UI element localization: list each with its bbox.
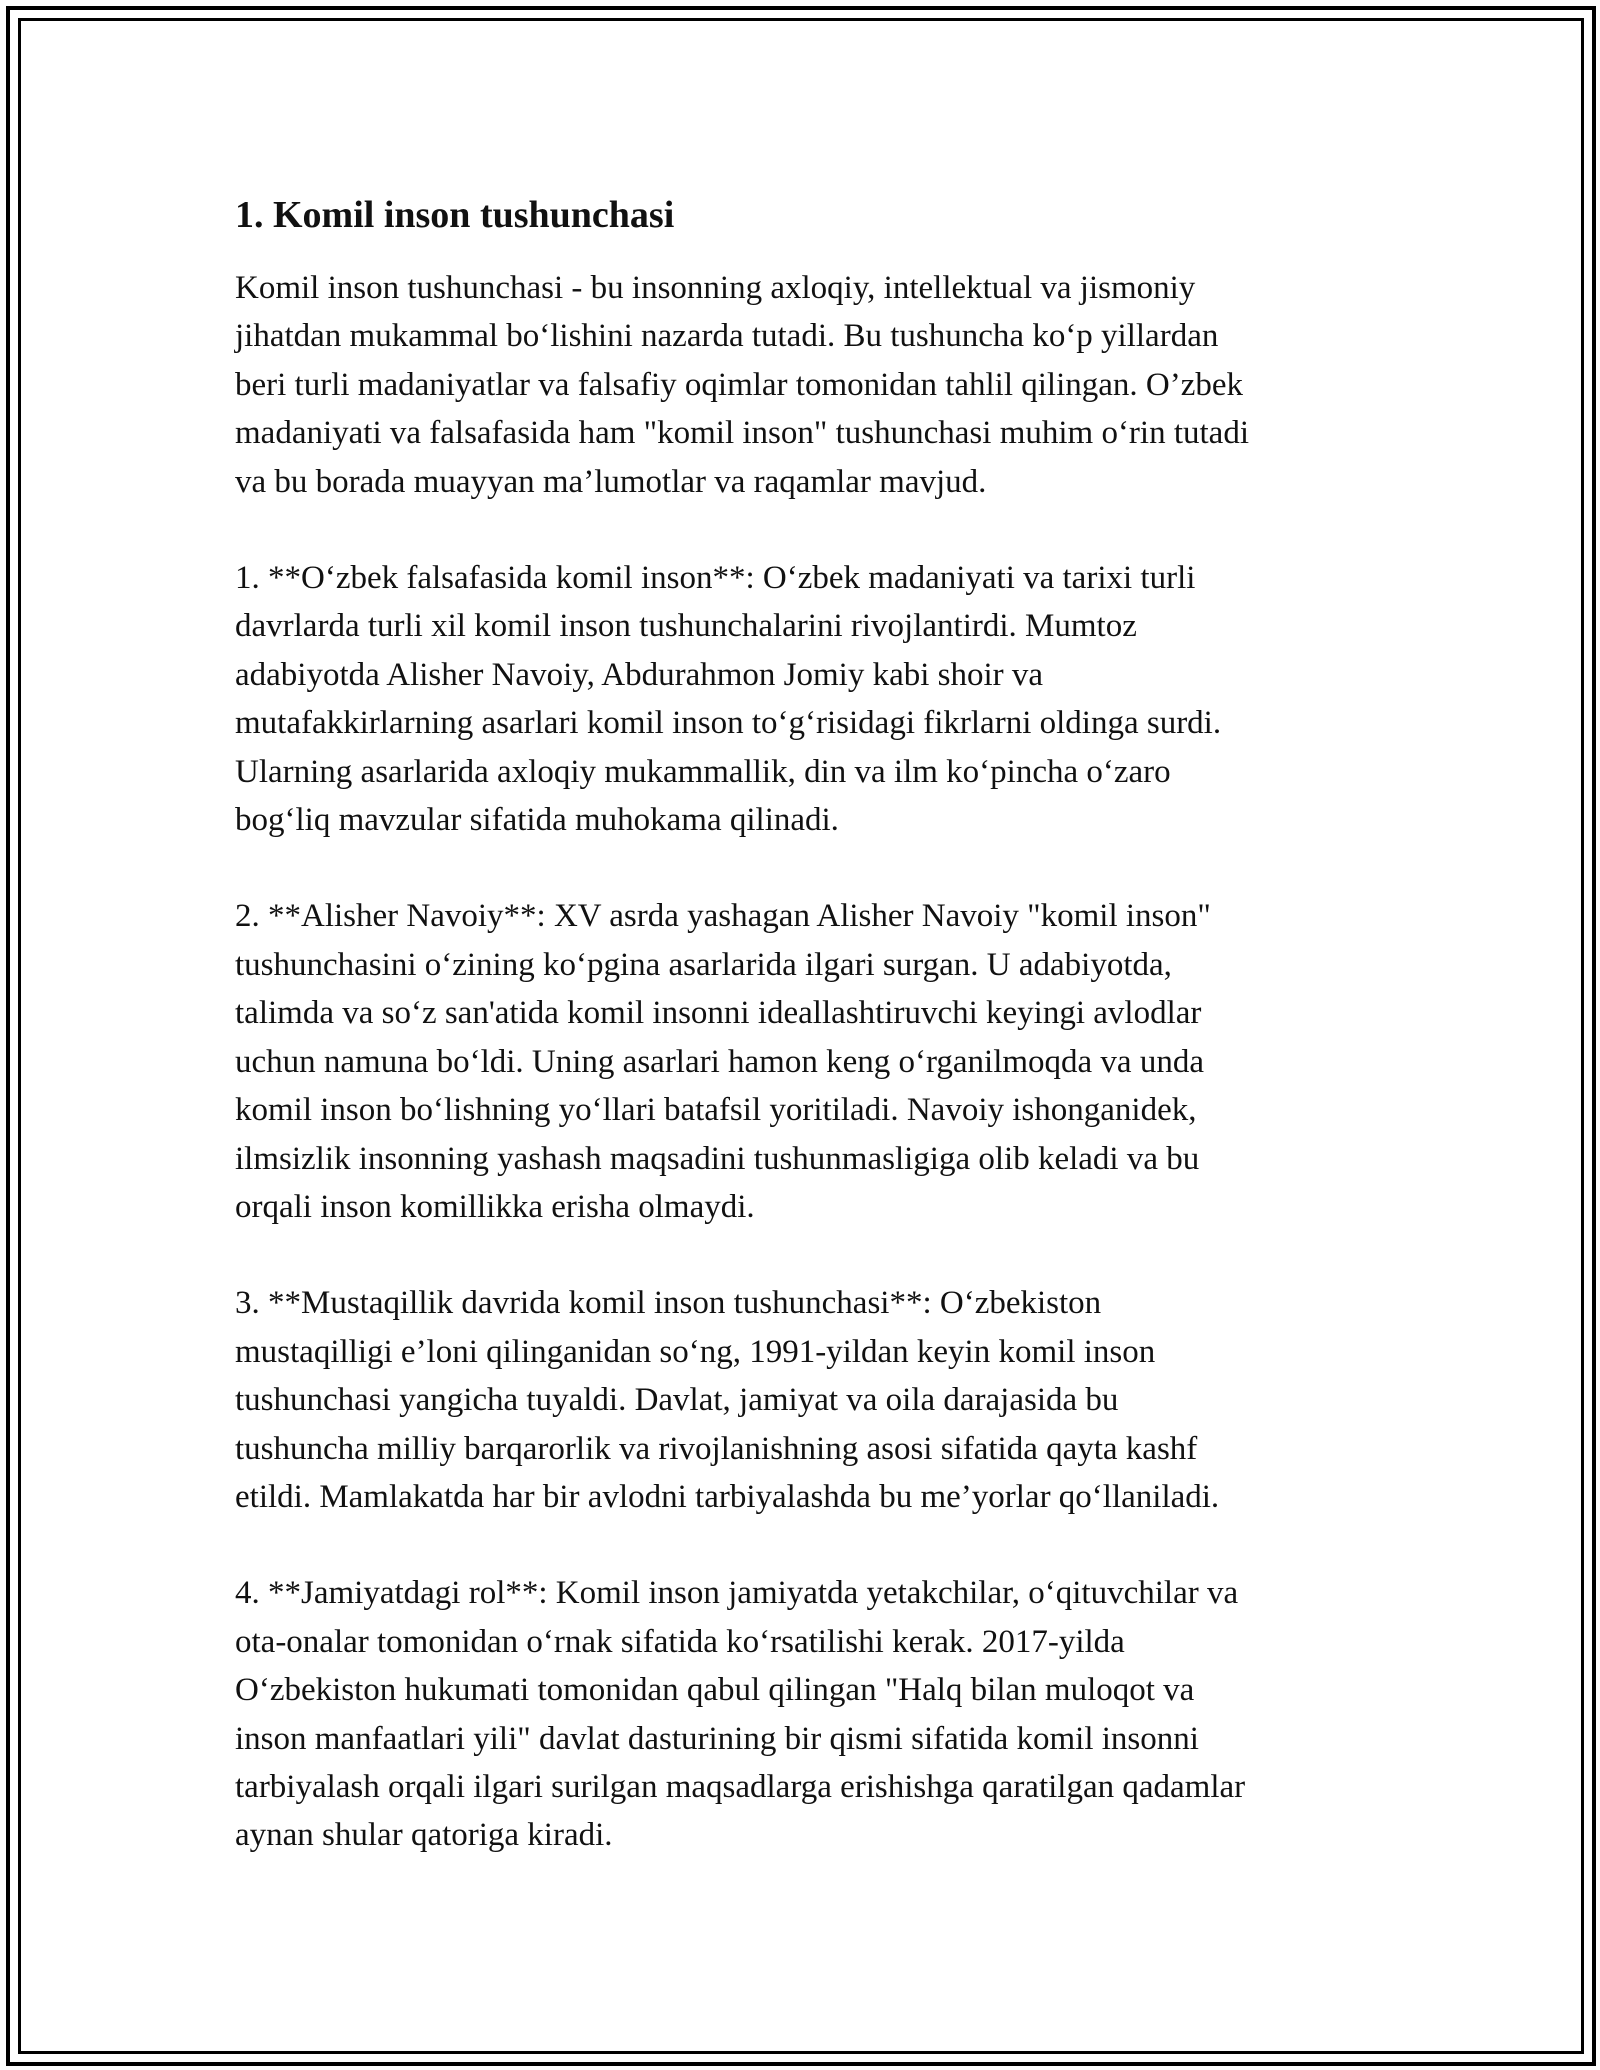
document-body bbox=[235, 180, 1375, 1860]
list-item-uzbek-philosophy: 1. **O‘zbek falsafasida komil inson**: O‘zbek madaniyati va tarixi turli davrlarda turli xil komil inson tushunchalarini rivojlantirdi. Mumtoz adabiyotda Alisher Navoiy, Abdurahmon Jomiy kabi shoir va mutafakkirlarning asarlari komil inson to‘g‘risidagi fikrlarni oldinga surdi. Ularning asarlarida axloqiy mukammallik, din va ilm ko‘pincha o‘zaro bog‘liq mavzular sifatida muhokama qilinadi. bbox=[235, 560, 1222, 839]
list-item-role-in-society: 4. **Jamiyatdagi rol**: Komil inson jamiyatda yetakchilar, o‘qituvchilar va ota-onalar tomonidan o‘rnak sifatida ko‘rsatilishi kerak. 2017-yilda O‘zbekiston hukumati tomonidan qabul qilingan "Halq bilan muloqot va inson manfaatlari yili" davlat dasturining bir qismi sifatida komil insonni tarbiyalash orqali ilgari surilgan maqsadlarga erishishga qaratilgan qadamlar aynan shular qatoriga kiradi. bbox=[235, 1575, 1246, 1854]
intro-paragraph: Komil inson tushunchasi - bu insonning axloqiy, intellektual va jismoniy jihatdan mukammal bo‘lishini nazarda tutadi. Bu tushuncha ko‘p yillardan beri turli madaniyatlar va falsafiy oqimlar tomonidan tahlil qilingan. O’zbek madaniyati va falsafasida ham "komil inson" tushunchasi muhim o‘rin tutadi va bu borada muayyan ma’lumotlar va raqamlar mavjud. bbox=[235, 270, 1249, 500]
list-item-alisher-navoiy: 2. **Alisher Navoiy**: XV asrda yashagan Alisher Navoiy "komil inson" tushunchasini o‘zining ko‘pgina asarlarida ilgari surgan. U adabiyotda, talimda va so‘z san'atida komil insonni ideallashtiruvchi keyingi avlodlar uchun namuna bo‘ldi. Uning asarlari hamon keng o‘rganilmoqda va unda komil inson bo‘lishning yo‘llari batafsil yoritiladi. Navoiy ishonganidek, ilmsizlik insonning yashash maqsadini tushunmasligiga olib keladi va bu orqali inson komillikka erisha olmaydi. bbox=[235, 898, 1211, 1225]
list-item-independence-period: 3. **Mustaqillik davrida komil inson tushunchasi**: O‘zbekiston mustaqilligi e’loni qilinganidan so‘ng, 1991-yildan keyin komil inson tushunchasi yangicha tuyaldi. Davlat, jamiyat va oila darajasida bu tushuncha milliy barqarorlik va rivojlanishning asosi sifatida qayta kashf etildi. Mamlakatda har bir avlodni tarbiyalashda bu me’yorlar qo‘llaniladi. bbox=[235, 1285, 1220, 1515]
section-heading: 1. Komil inson tushunchasi bbox=[235, 194, 675, 236]
